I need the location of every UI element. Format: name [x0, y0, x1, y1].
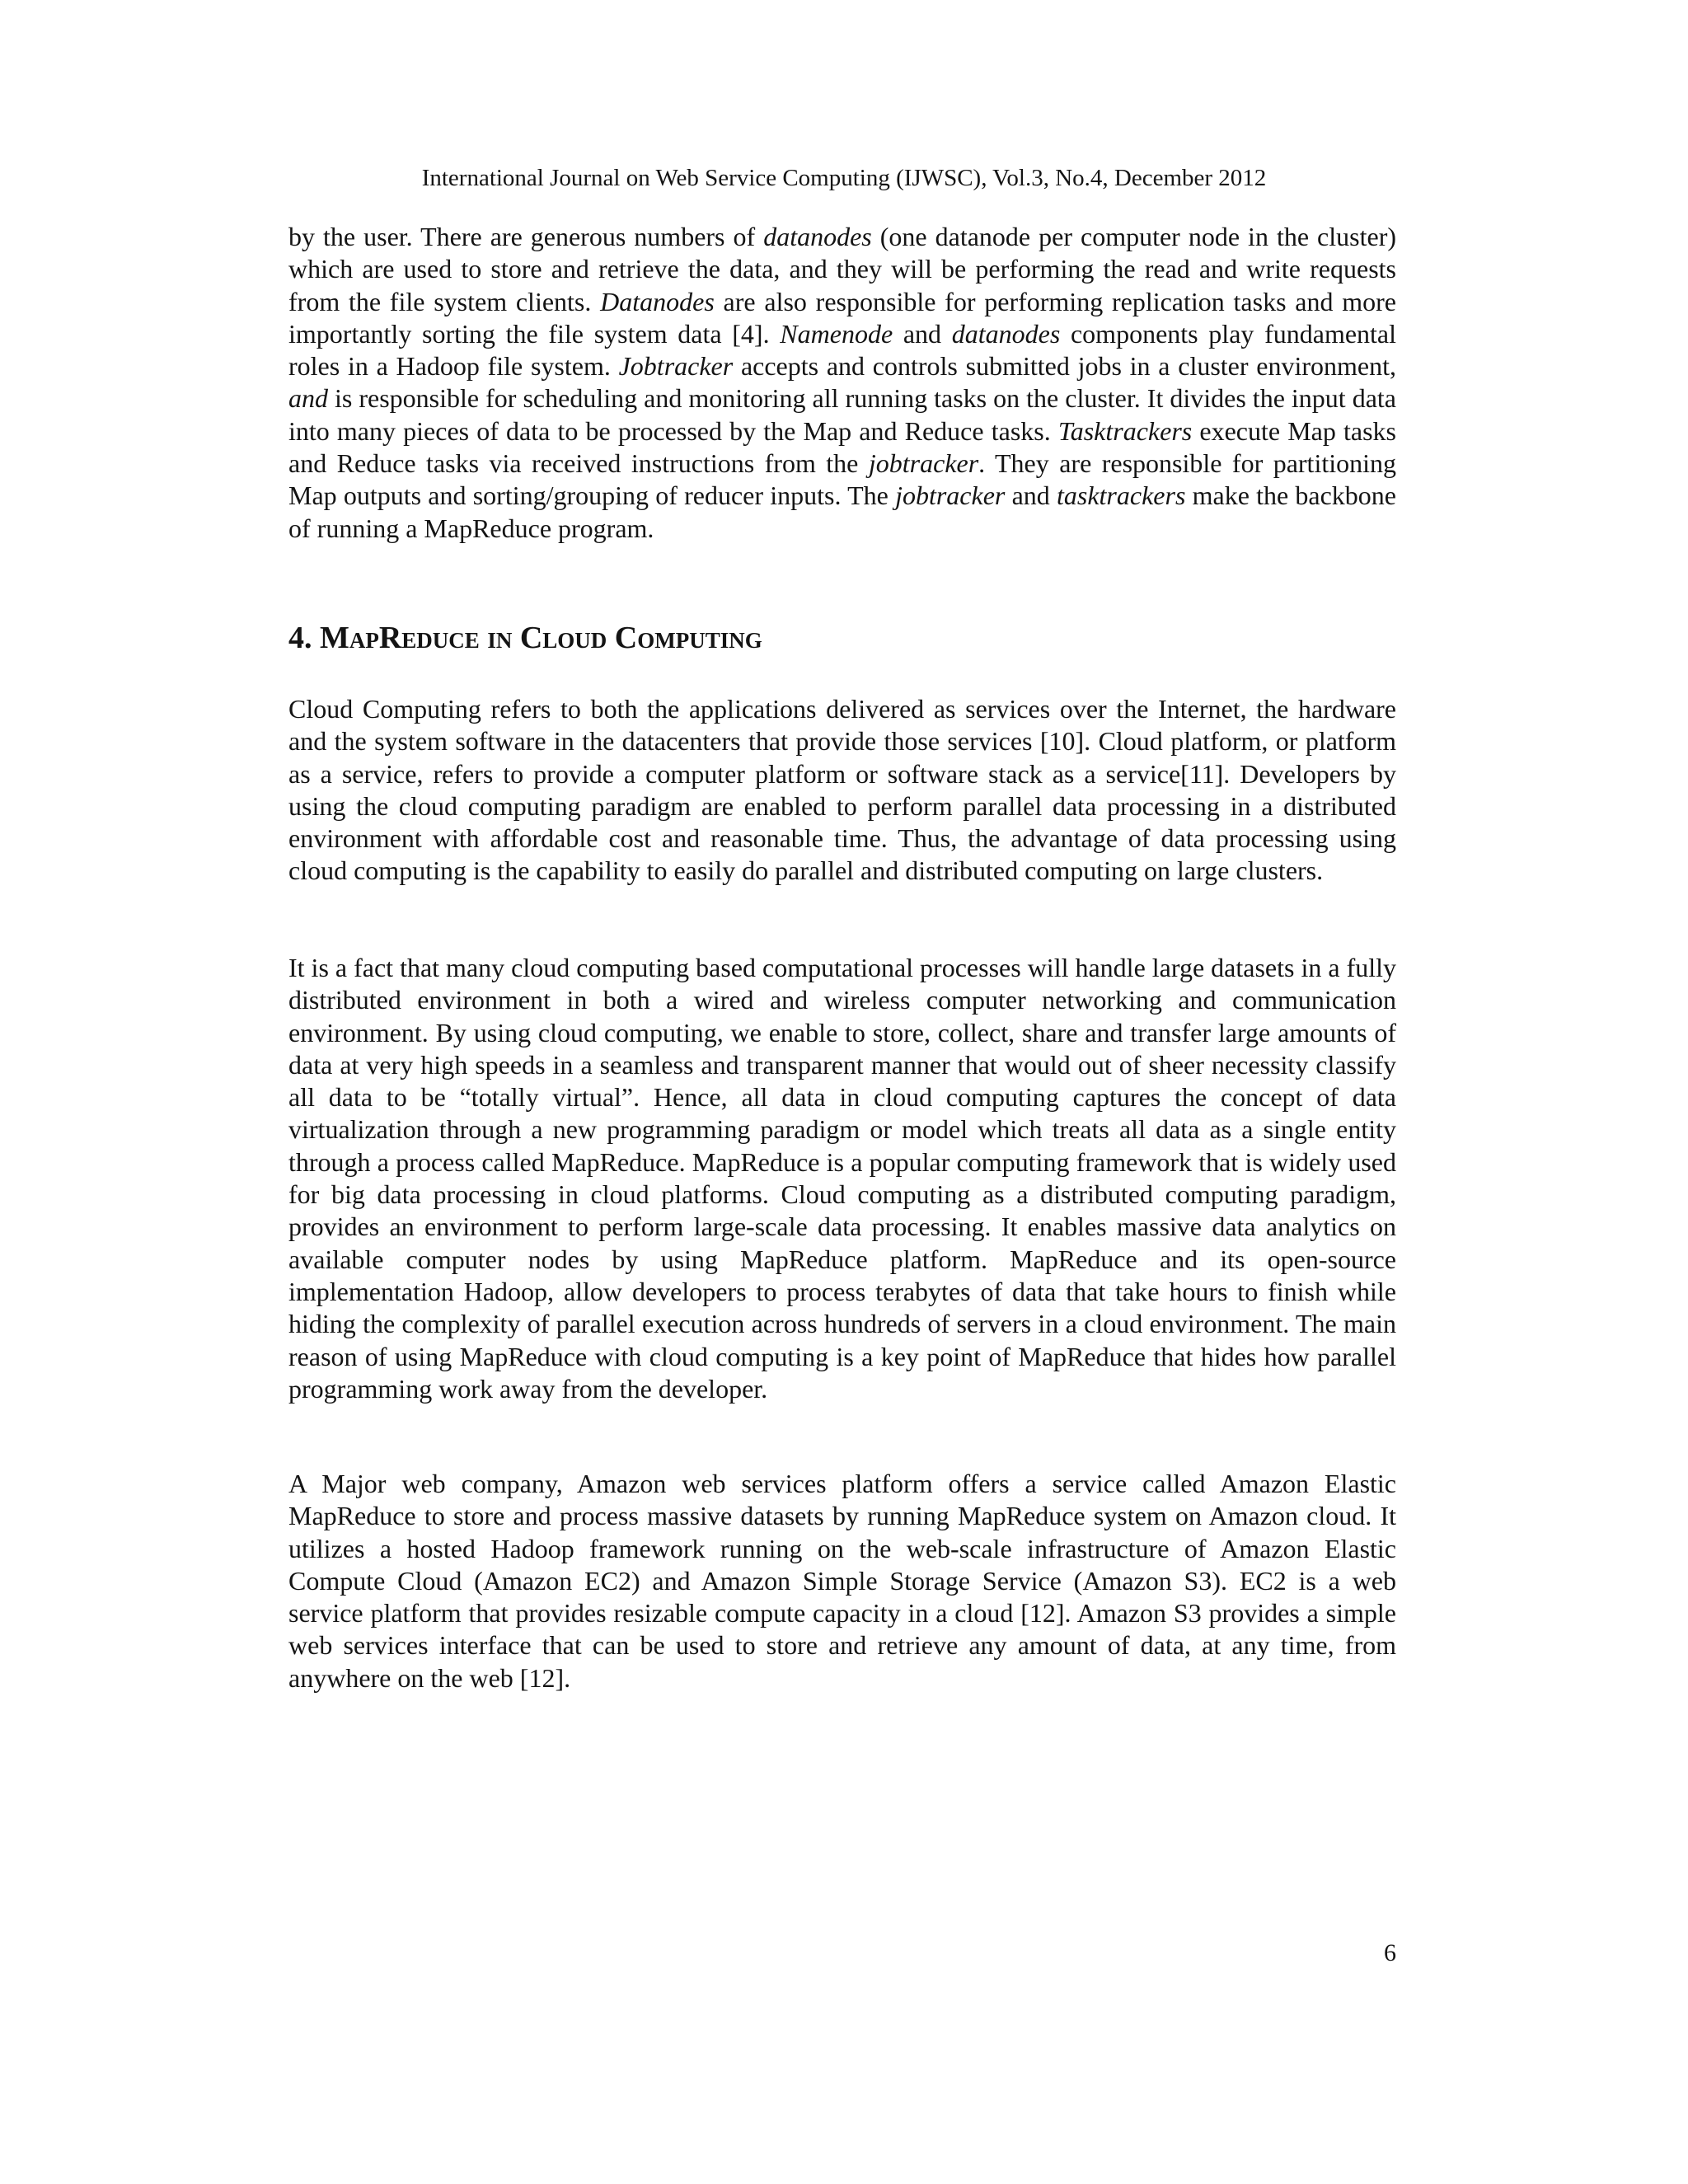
section-heading [288, 619, 1396, 657]
text-run: . They are responsible for partitioning Map outputs and sorting/grouping of reducer inputs. The [288, 448, 1397, 511]
text-run: and [1005, 480, 1057, 511]
paragraph-cloud-computing-definition [288, 693, 1396, 888]
journal-citation-line: International Journal on Web Service Computing (IJWSC), Vol.3, No.4, December 2012 [421, 165, 1267, 191]
section-title: MapReduce in Cloud Computing [320, 621, 762, 655]
text-run: execute Map tasks and Reduce tasks via received instructions from the [288, 415, 1397, 479]
italic-term: Namenode [780, 318, 893, 349]
paragraph-text: A Major web company, Amazon web services platform offers a service called Amazon Elastic MapReduce to store and process massive datasets by running MapReduce system on Amazon cloud. It utilizes a hosted Hadoop framework running on the web-scale infrastructure of Amazon Elastic Compute Cloud (Amazon EC2) and Amazon Simple Storage Service (Amazon S3). EC2 is a web service platform that provides resizable compute capacity in a cloud [12]. Amazon S3 provides a simple web services interface that can be used to store and retrieve any amount of data, at any time, from anywhere on the web [12]. [288, 1469, 1396, 1693]
text-run: (one datanode per computer node in the cluster) which are used to store and retrieve the data, and they will be performing the read and write requests from the file system clients. [288, 222, 1397, 316]
paragraph-cloud-mapreduce [288, 952, 1396, 1405]
paragraph-text [288, 221, 1396, 545]
paragraph-text: It is a fact that many cloud computing based computational processes will handle large datasets in a fully distributed environment in both a wired and wireless computer networking and communication environment. By using cloud computing, we enable to store, collect, share and transfer large amounts of data at very high speeds in a seamless and transparent manner that would out of sheer necessity classify all data to be “totally virtual”. Hence, all data in cloud computing captures the concept of data virtualization through a new programming paradigm or model which treats all data as a single entity through a process called MapReduce. MapReduce is a popular computing framework that is widely used for big data processing in cloud platforms. Cloud computing as a distributed computing paradigm, provides an environment to perform large-scale data processing. It enables massive data analytics on available computer nodes by using MapReduce platform. MapReduce and its open-source implementation Hadoop, allow developers to process terabytes of data that take hours to finish while hiding the complexity of parallel execution across hundreds of servers in a cloud environment. The main reason of using MapReduce with cloud computing is a key point of MapReduce that hides how parallel programming work away from the developer. [288, 953, 1396, 1404]
italic-term: jobtracker [868, 448, 979, 479]
section-number: 4. [288, 621, 320, 655]
italic-term: tasktrackers [1056, 480, 1186, 511]
paragraph-amazon-emr [288, 1468, 1396, 1694]
italic-term: datanodes [951, 318, 1061, 349]
text-run: make the backbone of running a MapReduce program. [288, 480, 1397, 543]
italic-term: Datanodes [600, 286, 715, 316]
text-run: accepts and controls submitted jobs in a cluster environment, [733, 351, 1397, 382]
text-run: are also responsible for performing replication tasks and more importantly sorting the file system data [4]. [288, 286, 1397, 349]
running-header [0, 162, 1688, 194]
text-run: by the user. There are generous numbers of [288, 222, 764, 251]
text-run: and [893, 318, 952, 349]
text-run: is responsible for scheduling and monitoring all running tasks on the cluster. It divides the input data into many pieces of data to be processed by the Map and Reduce tasks. [288, 383, 1396, 446]
italic-term: and [288, 383, 328, 414]
italic-term: Tasktrackers [1057, 415, 1193, 446]
italic-term: Jobtracker [618, 351, 734, 382]
italic-term: jobtracker [895, 480, 1006, 511]
paragraph-hadoop-components [288, 221, 1396, 545]
paragraph-text: Cloud Computing refers to both the applications delivered as services over the Internet, the hardware and the system software in the datacenters that provide those services [10]. Cloud platform, or platform as a service, refers to provide a computer platform or software stack as a service[11]. Developers by using the cloud computing paradigm are enabled to perform parallel data processing in a distributed environment with affordable cost and reasonable time. Thus, the advantage of data processing using cloud computing is the capability to easily do parallel and distributed computing on large clusters. [288, 694, 1396, 886]
italic-term: datanodes [763, 222, 872, 251]
page-number: 6 [1384, 1939, 1396, 1966]
text-run: components play fundamental roles in a Hadoop file system. [288, 318, 1397, 382]
